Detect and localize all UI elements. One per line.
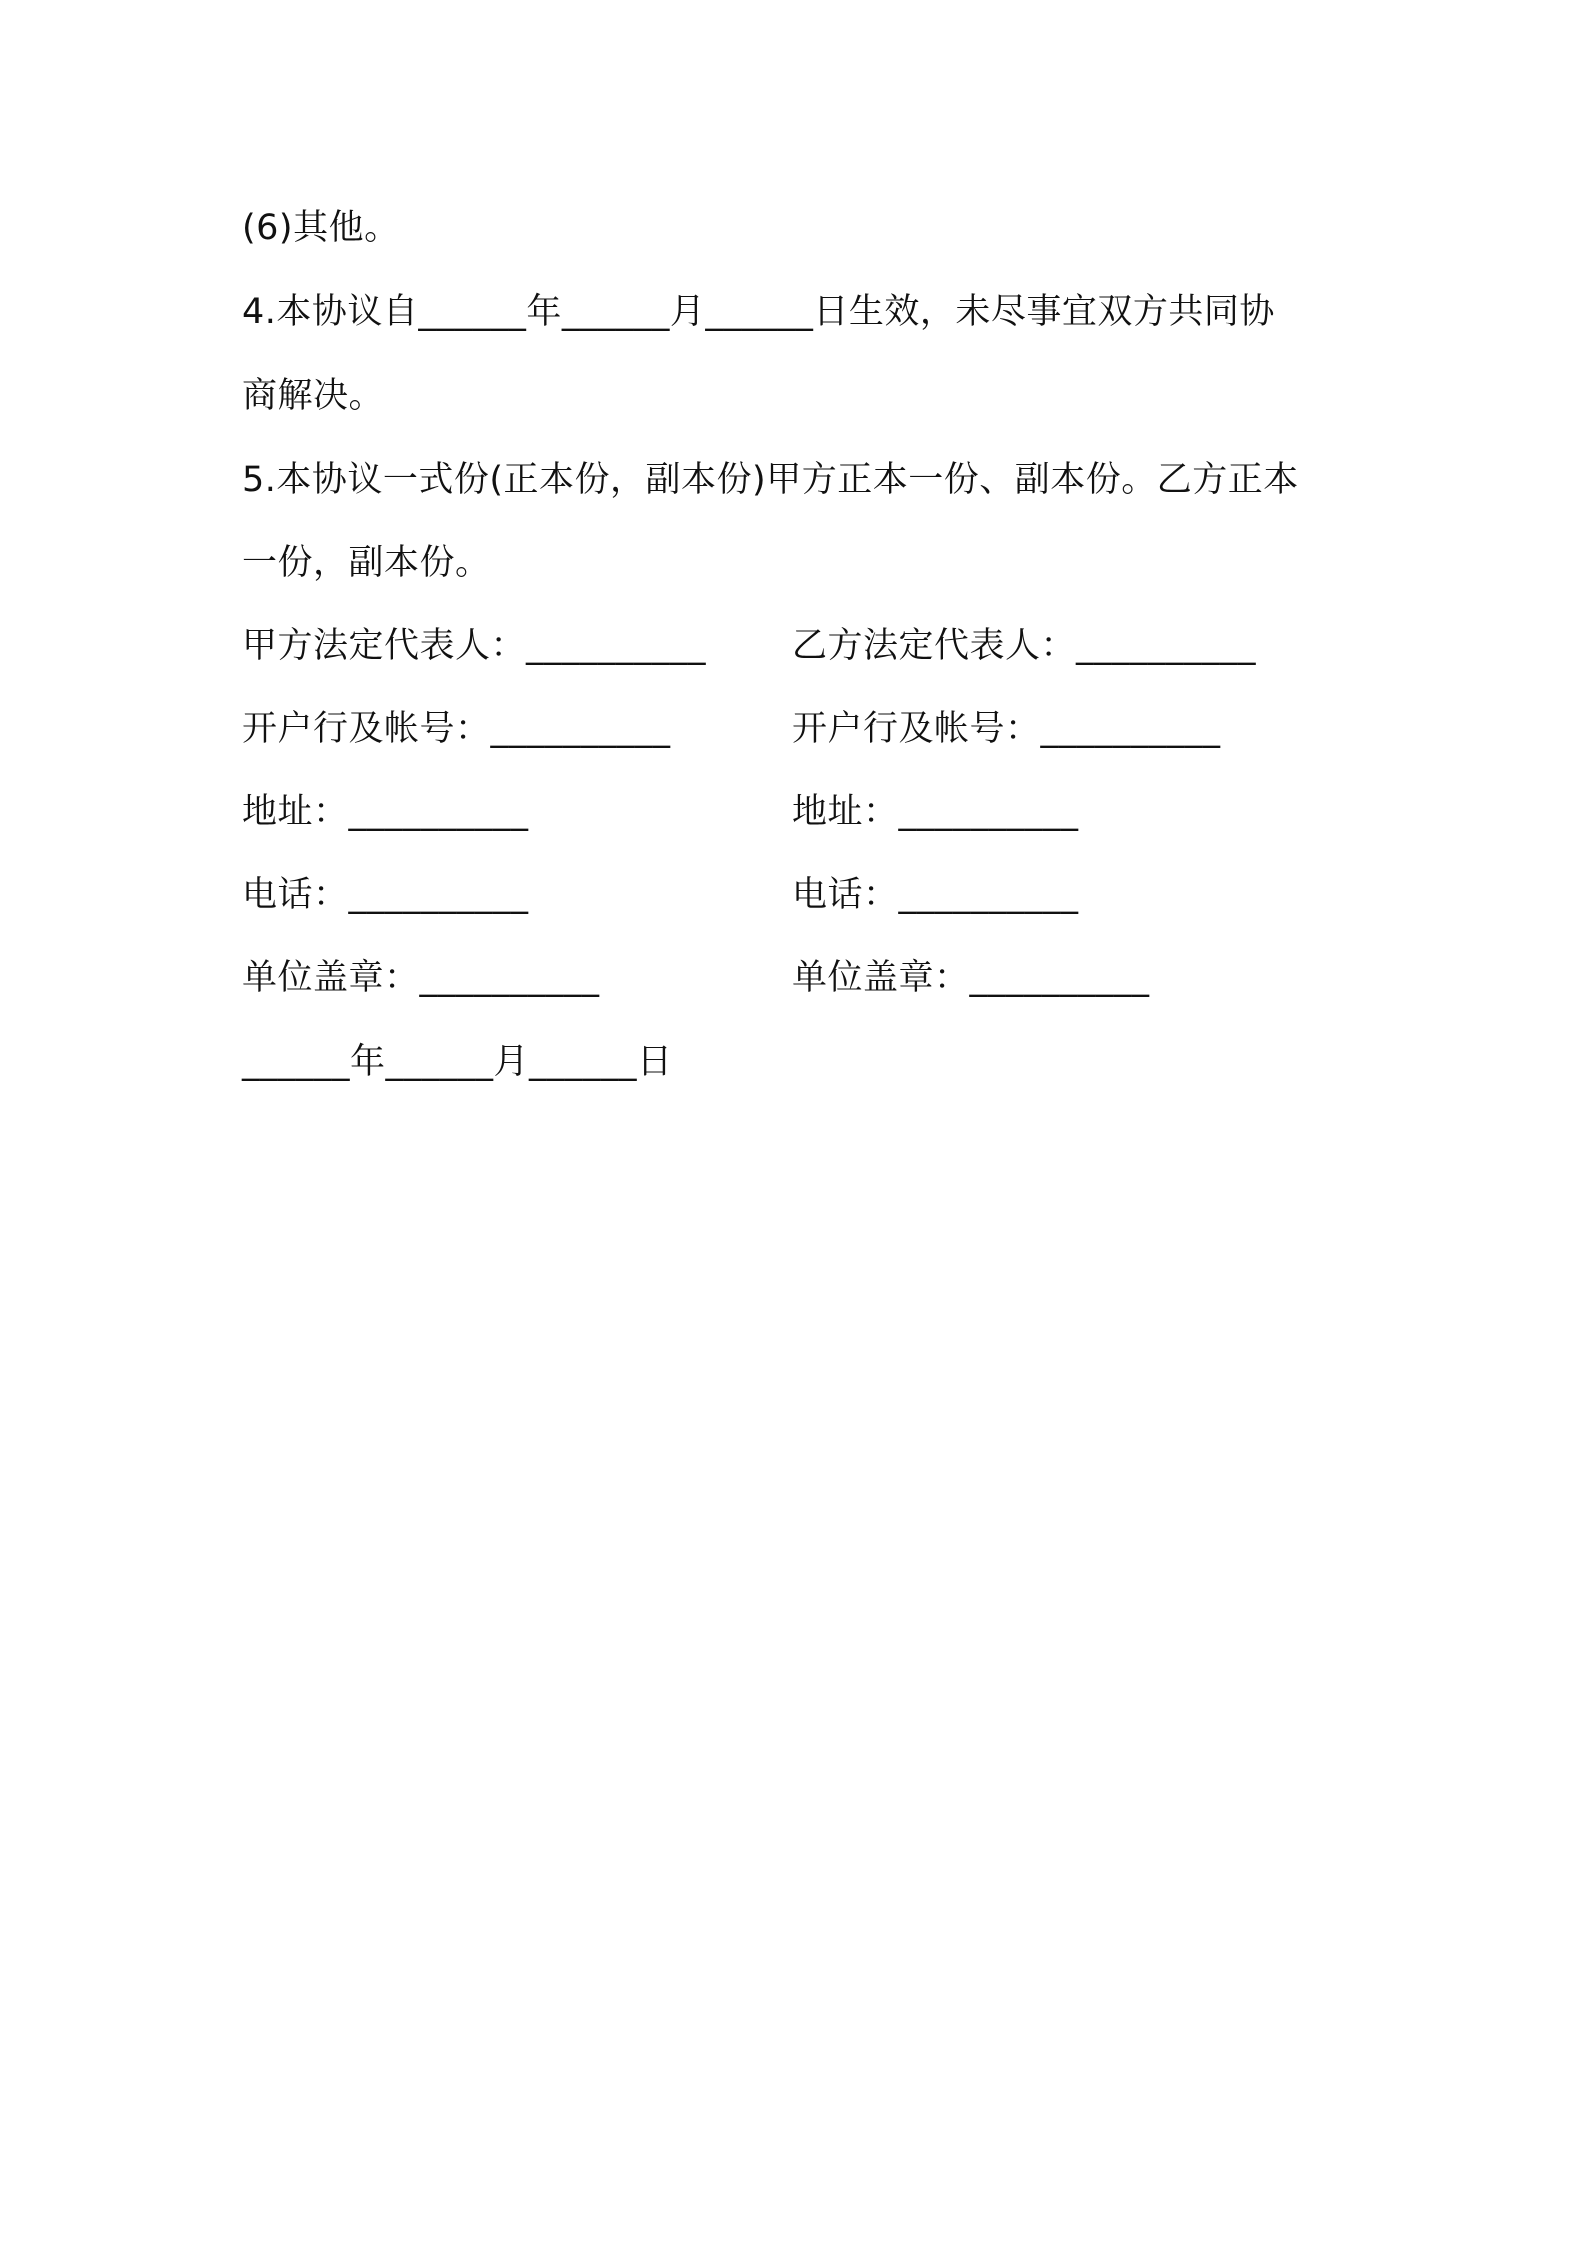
- clause-4-line-2: 商解决。: [242, 376, 385, 416]
- party-b-seal: 单位盖章：__________: [792, 958, 1150, 998]
- party-a-legal-rep: 甲方法定代表人：__________: [242, 626, 707, 666]
- party-a-phone: 电话：__________: [242, 875, 529, 915]
- party-b-phone: 电话：__________: [792, 875, 1079, 915]
- party-a-seal: 单位盖章：__________: [242, 958, 600, 998]
- signing-date-line: ______年______月______日: [242, 1042, 673, 1082]
- party-b-bank-account: 开户行及帐号：__________: [792, 709, 1221, 749]
- clause-5-line-2: 一份，副本份。: [242, 543, 491, 583]
- clause-4-line-1: 4.本协议自______年______月______日生效，未尽事宜双方共同协: [242, 292, 1275, 332]
- party-b-legal-rep: 乙方法定代表人：__________: [792, 626, 1257, 666]
- clause-5-line-1: 5.本协议一式份(正本份，副本份)甲方正本一份、副本份。乙方正本: [242, 460, 1299, 500]
- party-a-address: 地址：__________: [242, 792, 529, 832]
- item-6-other: (6)其他。: [242, 208, 400, 248]
- party-a-bank-account: 开户行及帐号：__________: [242, 709, 671, 749]
- party-b-address: 地址：__________: [792, 792, 1079, 832]
